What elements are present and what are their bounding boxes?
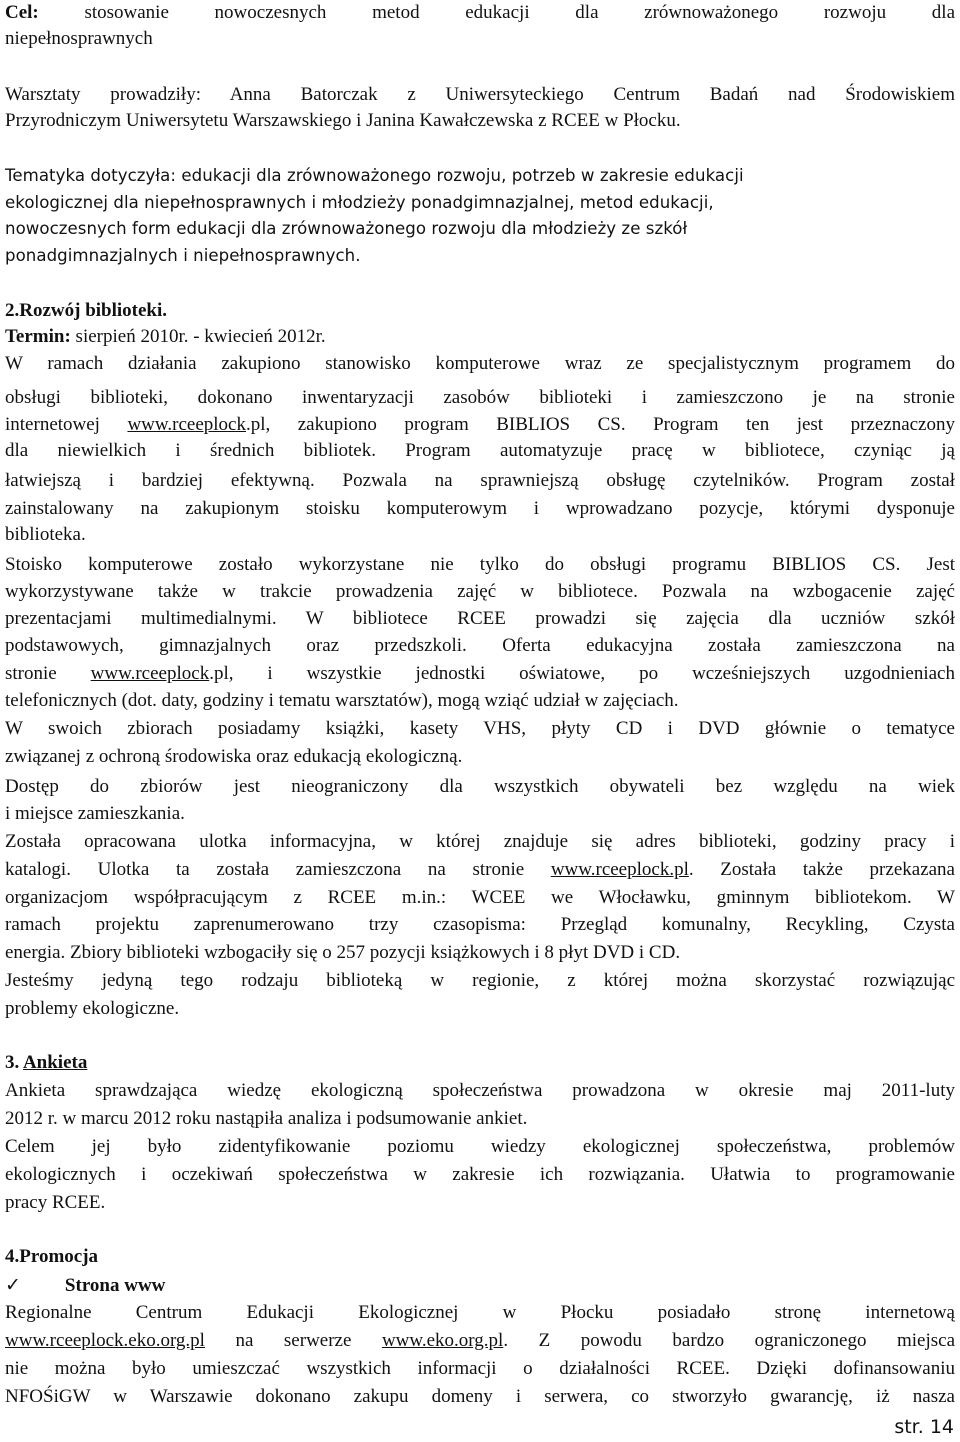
s2-line-7: biblioteka. <box>5 524 86 545</box>
s2-line-12: stronie www.rceeplock.pl, i wszystkie jednostki oświatowe, po wcześniejszych uzgodnieniach <box>5 663 955 684</box>
s2-line-19: katalogi. Ulotka ta została zamieszczona na stronie www.rceeplock.pl. Została także przekazana <box>5 859 955 880</box>
s2-line-11: podstawowych, gimnazjalnych oraz przedszkoli. Oferta edukacyjna została zamieszczona na <box>5 635 955 656</box>
rceeplock-link-2[interactable]: www.rceeplock <box>90 663 210 684</box>
checkmark-icon: ✓ <box>5 1274 21 1296</box>
goal-line-2: niepełnosprawnych <box>5 28 153 49</box>
bullet-strona-www: ✓ Strona www <box>5 1274 166 1296</box>
s2-line-17: i miejsce zamieszkania. <box>5 803 185 824</box>
s2-line-10: prezentacjami multimedialnymi. W bibliotece RCEE prowadzi się zajęcia dla uczniów szkół <box>5 608 955 629</box>
s3-line-4: ekologicznych i oczekiwań społeczeństwa w zakresie ich rozwiązania. Ułatwia to programowanie <box>5 1164 955 1185</box>
s2-line-6: zainstalowany na zakupionym stoisku komputerowym i wprowadzano pozycje, którymi dysponuje <box>5 498 955 519</box>
s3-line-3: Celem jej było zidentyfikowanie poziomu wiedzy ekologicznej społeczeństwa, problemów <box>5 1136 955 1157</box>
s3-line-5: pracy RCEE. <box>5 1192 106 1213</box>
rceeplock-eko-link[interactable]: www.rceeplock.eko.org.pl <box>5 1330 205 1351</box>
s2-line-15: związanej z ochroną środowiska oraz edukacją ekologiczną. <box>5 746 463 767</box>
s2-line-2: obsługi biblioteki, dokonano inwentaryzacji zasobów biblioteki i zamieszczono je na stronie <box>5 387 955 408</box>
s4-line-4: NFOŚiGW w Warszawie dokonano zakupu domeny i serwera, co stworzyło gwarancję, iż nasza <box>5 1386 955 1407</box>
section-3-heading: 3. Ankieta <box>5 1052 88 1073</box>
s4-line-3: nie można było umieszczać wszystkich informacji o działalności RCEE. Dzięki dofinansowaniu <box>5 1358 955 1379</box>
workshop-line-1: Warsztaty prowadziły: Anna Batorczak z Uniwersyteckiego Centrum Badań nad Środowiskiem <box>5 84 955 105</box>
s3-line-2: 2012 r. w marcu 2012 roku nastąpiła analiza i podsumowanie ankiet. <box>5 1108 528 1129</box>
section-2-term: Termin: sierpień 2010r. - kwiecień 2012r. <box>5 326 326 347</box>
s2-line-20: organizacjom współpracującym z RCEE m.in.: WCEE we Włocławku, gminnym bibliotekom. W <box>5 887 955 908</box>
s2-line-5: łatwiejszą i bardziej efektywną. Pozwala na sprawniejszą obsługę czytelników. Program został <box>5 470 955 491</box>
s2-line-18: Została opracowana ulotka informacyjna, w której znajduje się adres biblioteki, godziny pracy i <box>5 831 955 852</box>
section-4-heading: 4.Promocja <box>5 1246 99 1267</box>
s2-line-23: Jesteśmy jedyną tego rodzaju biblioteką w regionie, z której można skorzystać rozwiązując <box>5 970 955 991</box>
s3-line-1: Ankieta sprawdzająca wiedzę ekologiczną społeczeństwa prowadzona w okresie maj 2011-luty <box>5 1080 955 1101</box>
workshop-line-2: Przyrodniczym Uniwersytetu Warszawskiego i Janina Kawałczewska z RCEE w Płocku. <box>5 110 681 131</box>
topics-line-1: Tematyka dotyczyła: edukacji dla zrównoważonego rozwoju, potrzeb w zakresie edukacji <box>5 166 744 185</box>
s2-line-14: W swoich zbiorach posiadamy książki, kasety VHS, płyty CD i DVD głównie o tematyce <box>5 718 955 739</box>
s2-line-21: ramach projektu zaprenumerowano trzy czasopisma: Przegląd komunalny, Recykling, Czysta <box>5 914 955 935</box>
s2-line-8: Stoisko komputerowe zostało wykorzystane nie tylko do obsługi programu BIBLIOS CS. Jest <box>5 554 955 575</box>
topics-line-4: ponadgimnazjalnych i niepełnosprawnych. <box>5 246 361 265</box>
topics-line-2: ekologicznej dla niepełnosprawnych i młodzieży ponadgimnazjalnej, metod edukacji, <box>5 193 714 212</box>
goal-label: Cel: <box>5 2 39 23</box>
topics-line-3: nowoczesnych form edukacji dla zrównoważonego rozwoju dla młodzieży ze szkół <box>5 219 688 238</box>
s2-line-9: wykorzystywane także w trakcie prowadzenia zajęć w bibliotece. Pozwala na wzbogacenie zajęć <box>5 581 955 602</box>
s2-line-13: telefonicznych (dot. daty, godziny i tematu warsztatów), mogą wziąć udział w zajęciach. <box>5 690 679 711</box>
s4-line-2: www.rceeplock.eko.org.pl na serwerze www.eko.org.pl. Z powodu bardzo ograniczonego miejsca <box>5 1330 956 1351</box>
s2-line-24: problemy ekologiczne. <box>5 998 180 1019</box>
s2-line-16: Dostęp do zbiorów jest nieograniczony dla wszystkich obywateli bez względu na wiek <box>5 776 955 797</box>
s2-line-1: W ramach działania zakupiono stanowisko komputerowe wraz ze specjalistycznym programem do <box>5 353 955 374</box>
rceeplock-link[interactable]: www.rceeplock <box>127 414 246 435</box>
page-number: str. 14 <box>894 1416 954 1438</box>
section-2-heading: 2.Rozwój biblioteki. <box>5 300 168 321</box>
goal-line-1: Cel: stosowanie nowoczesnych metod edukacji dla zrównoważonego rozwoju dla <box>5 2 955 23</box>
eko-org-link[interactable]: www.eko.org.pl <box>381 1330 504 1351</box>
rceeplock-link-3[interactable]: www.rceeplock.pl <box>550 859 689 880</box>
s4-line-1: Regionalne Centrum Edukacji Ekologicznej w Płocku posiadało stronę internetową <box>5 1302 955 1323</box>
s2-line-3: internetowej www.rceeplock.pl, zakupiono program BIBLIOS CS. Program ten jest przeznaczony <box>5 414 955 435</box>
s2-line-4: dla niewielkich i średnich bibliotek. Program automatyzuje pracę w bibliotece, czyniąc ją <box>5 440 955 461</box>
s2-line-22: energia. Zbiory biblioteki wzbogaciły się o 257 pozycji książkowych i 8 płyt DVD i CD. <box>5 942 681 963</box>
